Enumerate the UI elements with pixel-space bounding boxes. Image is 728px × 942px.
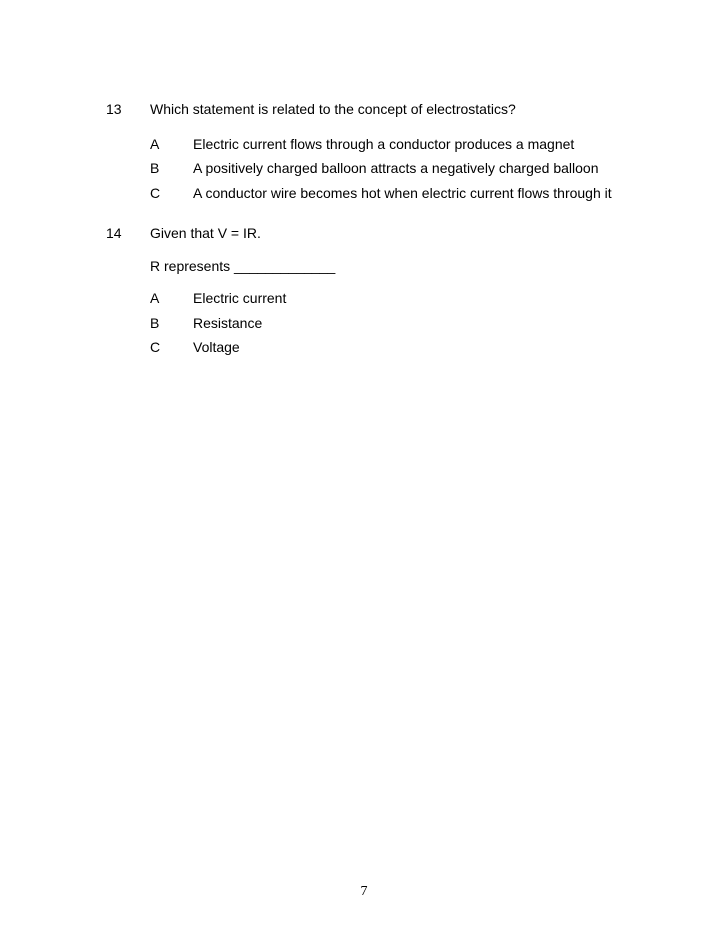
option-text-a: Electric current bbox=[193, 290, 287, 306]
option-text-c: A conductor wire becomes hot when electric current flows through it bbox=[193, 185, 612, 201]
option-letter-a: A bbox=[150, 290, 160, 306]
option-text-b: Resistance bbox=[193, 315, 263, 331]
option-letter-c: C bbox=[150, 185, 161, 201]
question-subprompt: R represents _____________ bbox=[150, 258, 336, 274]
question-prompt: Which statement is related to the concept of electrostatics? bbox=[150, 101, 516, 117]
option-text-c: Voltage bbox=[193, 339, 240, 355]
question-number: 13 bbox=[106, 101, 122, 117]
page-number: 7 bbox=[360, 884, 368, 899]
option-letter-a: A bbox=[150, 136, 160, 152]
question-prompt: Given that V = IR. bbox=[150, 225, 261, 241]
option-letter-b: B bbox=[150, 160, 160, 176]
option-text-b: A positively charged balloon attracts a negatively charged balloon bbox=[193, 160, 599, 176]
option-text-a: Electric current flows through a conductor produces a magnet bbox=[193, 136, 575, 152]
question-number: 14 bbox=[106, 225, 122, 241]
option-letter-b: B bbox=[150, 315, 160, 331]
option-letter-c: C bbox=[150, 339, 161, 355]
